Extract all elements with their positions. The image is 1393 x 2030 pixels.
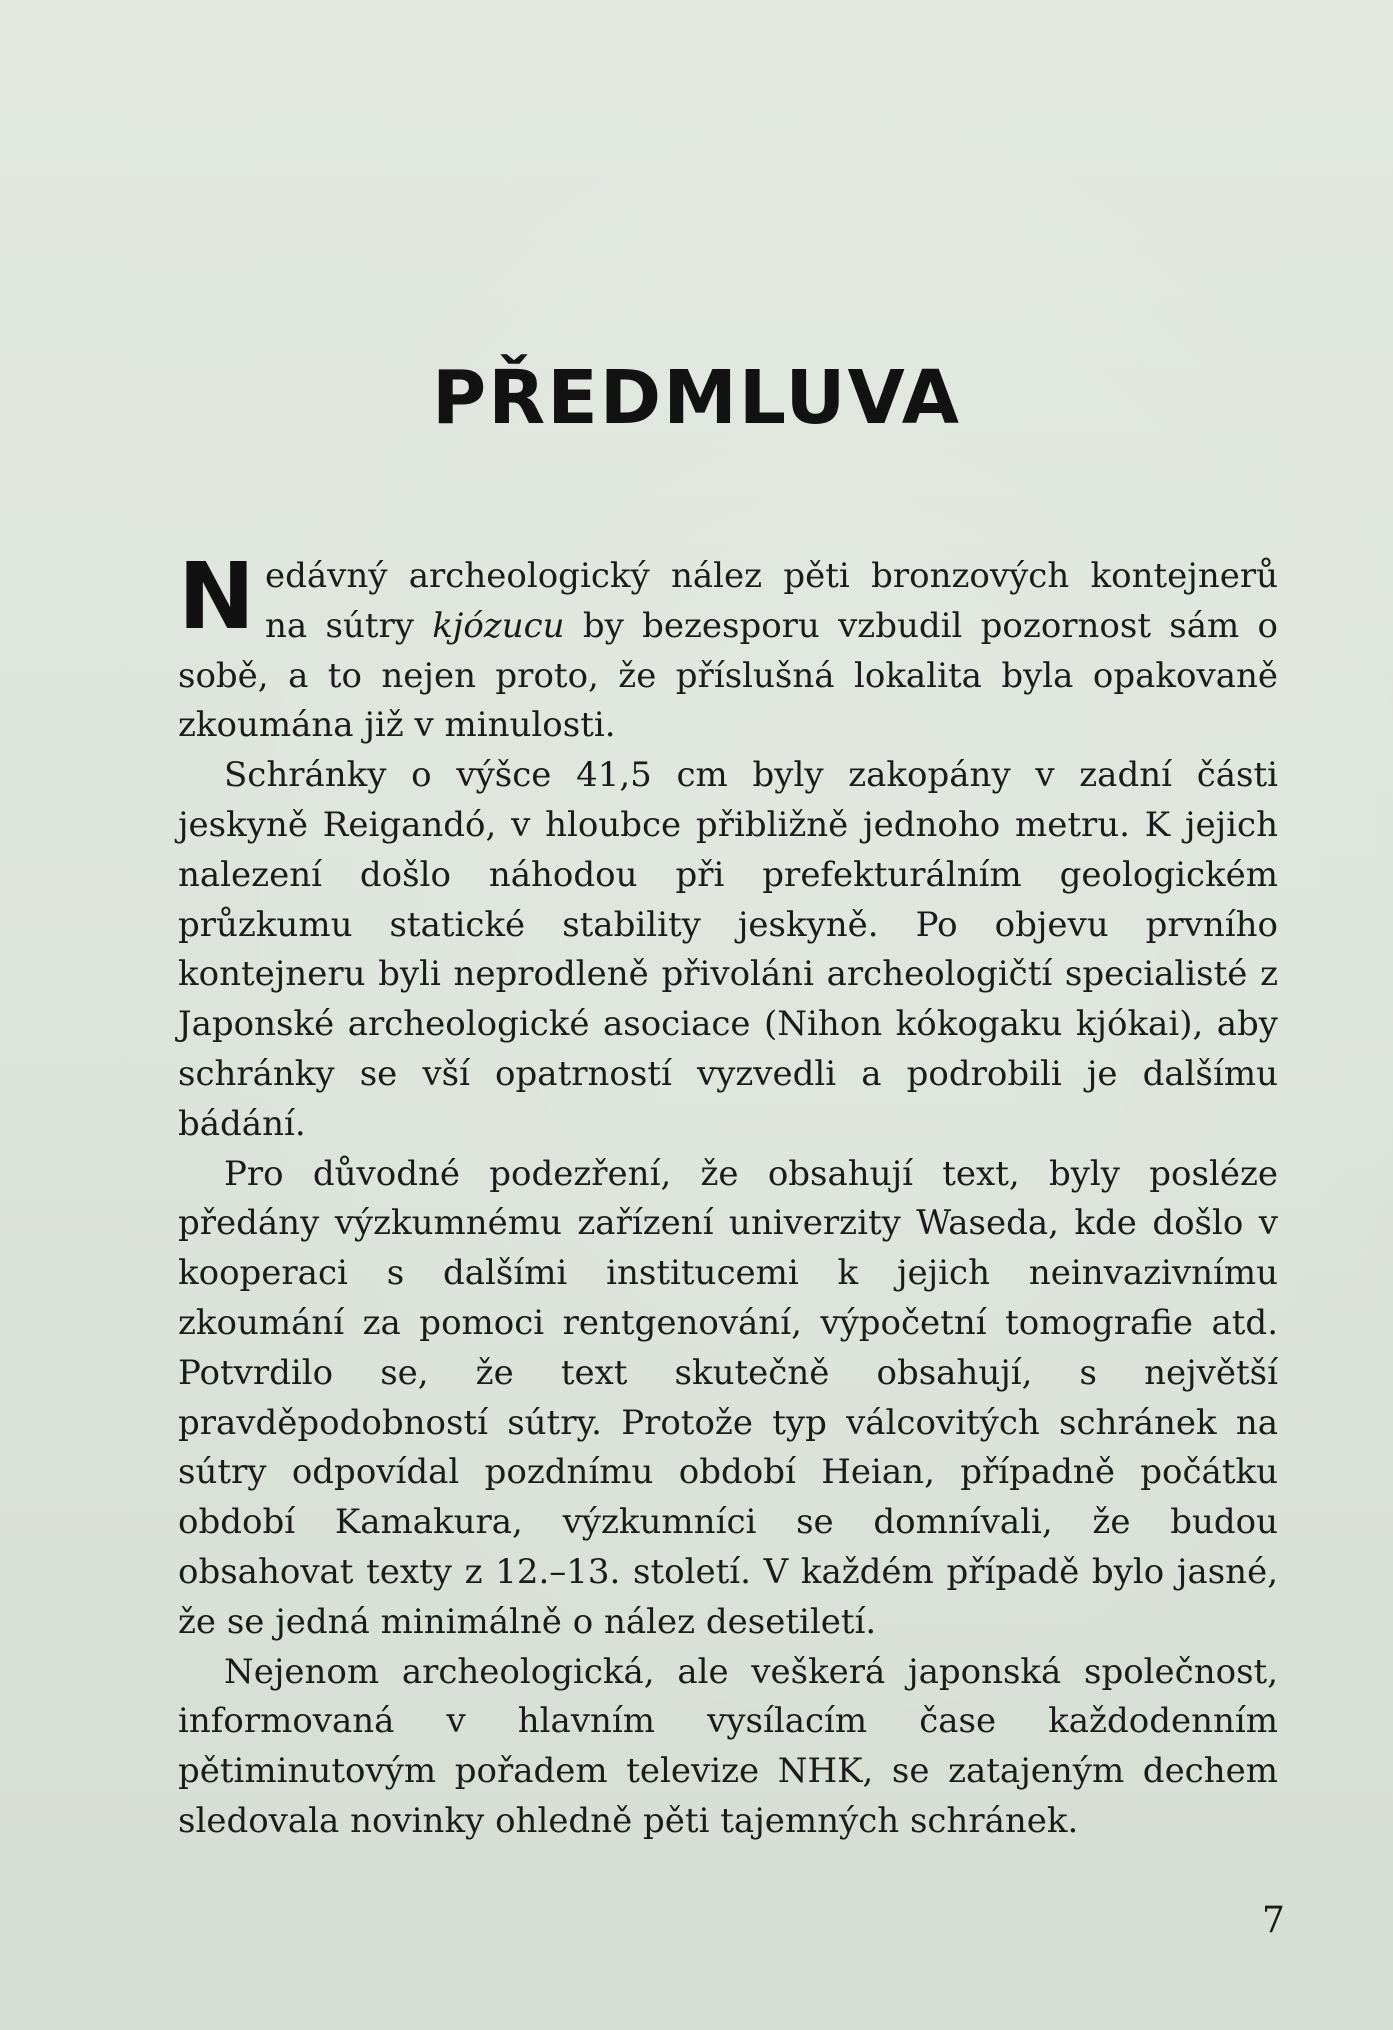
page-number: 7 — [1262, 1900, 1285, 1941]
paragraph-3: Pro důvodné podezření, že obsahují text, byly posléze předány výzkumnému zařízení univerzity Waseda, kde došlo v kooperaci s dalšími institucemi k jejich neinvazivnímu zkoumání za pomoci rentgenování, výpočetní tomografie atd. Potvrdilo se, že text skutečně obsahují, s největší pravděpodobností sútry. Protože typ válcovitých schránek na sútry odpovídal pozdnímu období Heian, případně počátku období Kamakura, výzkumníci se domnívali, že budou obsahovat texty z 12.–13. století. V každém případě bylo jasné, že se jedná minimálně o nález desetiletí. — [178, 1153, 1278, 1642]
paragraph-1 — [178, 543, 1278, 751]
paragraph-1-text-end: by bezesporu vzbudil pozornost sám o sobě, a to nejen proto, že příslušná lokalita byla opakovaně zkoumána již v minulosti. — [178, 605, 1278, 746]
paragraph-1-text-start: edávný archeologický nález pěti bronzových kontejnerů na sútry — [265, 556, 1278, 646]
paragraph-1-italic-term: kjózucu — [432, 605, 565, 646]
chapter-title: PŘEDMLUVA — [432, 355, 961, 441]
paragraph-4: Nejenom archeologická, ale veškerá japonská společnost, informovaná v hlavním vysílacím čase každodenním pětiminutovým pořadem televize NHK, se zatajeným dechem sledovala novinky ohledně pěti tajemných schránek. — [178, 1651, 1278, 1841]
chapter-body — [178, 543, 1278, 1847]
drop-cap: N — [178, 543, 255, 650]
paragraph-2: Schránky o výšce 41,5 cm byly zakopány v zadní části jeskyně Reigandó, v hloubce přibližně jednoho metru. K jejich nalezení došlo náhodou při prefekturálním geologickém průzkumu statické stability jeskyně. Po objevu prvního kontejneru byli neprodleně přivoláni archeologičtí specialisté z Japonské archeologické asociace (Nihon kókogaku kjókai), aby schránky se vší opatrností vyzvedli a podrobili je dalšímu bádání. — [178, 755, 1278, 1144]
